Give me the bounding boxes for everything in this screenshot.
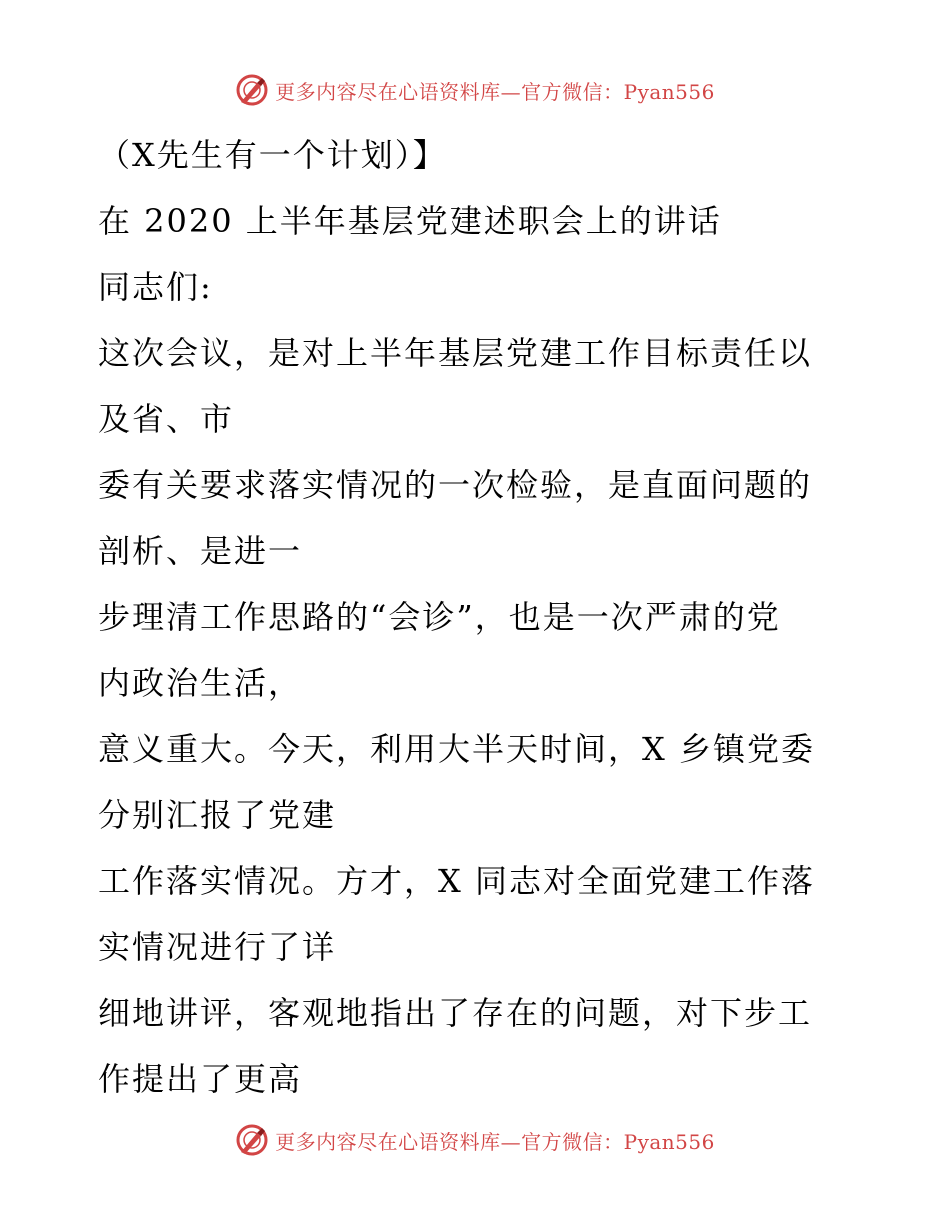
salutation: 同志们: bbox=[98, 268, 213, 306]
text-line: 细地讲评，客观地指出了存在的问题，对下步工 bbox=[98, 994, 813, 1032]
text-line: 意义重大。今天，利用大半天时间，X 乡镇党委 bbox=[98, 730, 815, 768]
pen-circle-logo-icon bbox=[235, 1123, 269, 1157]
text-line: 步理清工作思路的“会诊”，也是一次严肃的党 bbox=[98, 598, 781, 636]
pen-circle-logo-icon bbox=[235, 73, 269, 107]
footer-watermark-banner bbox=[0, 1120, 950, 1160]
text-line: （X先生有一个计划）】 bbox=[98, 136, 447, 174]
text-line: 工作落实情况。方才，X 同志对全面党建工作落 bbox=[98, 862, 815, 900]
text-line: 分别汇报了党建 bbox=[98, 796, 337, 834]
text-line: 作提出了更高 bbox=[98, 1060, 303, 1098]
text-line: 这次会议，是对上半年基层党建工作目标责任以 bbox=[98, 334, 813, 372]
header-watermark-banner bbox=[0, 70, 950, 110]
document-body bbox=[98, 122, 838, 1112]
text-line: 及省、市 bbox=[98, 400, 235, 438]
footer-watermark-text: 更多内容尽在心语资料库—官方微信：Pyan556 bbox=[275, 1129, 715, 1154]
document-title: 在 2020 上半年基层党建述职会上的讲话 bbox=[98, 202, 722, 240]
text-line: 委有关要求落实情况的一次检验，是直面问题的 bbox=[98, 466, 813, 504]
text-line: 剖析、是进一 bbox=[98, 532, 303, 570]
text-line: 内政治生活， bbox=[98, 664, 303, 702]
header-watermark-text: 更多内容尽在心语资料库—官方微信：Pyan556 bbox=[275, 79, 715, 104]
text-line: 实情况进行了详 bbox=[98, 928, 337, 966]
